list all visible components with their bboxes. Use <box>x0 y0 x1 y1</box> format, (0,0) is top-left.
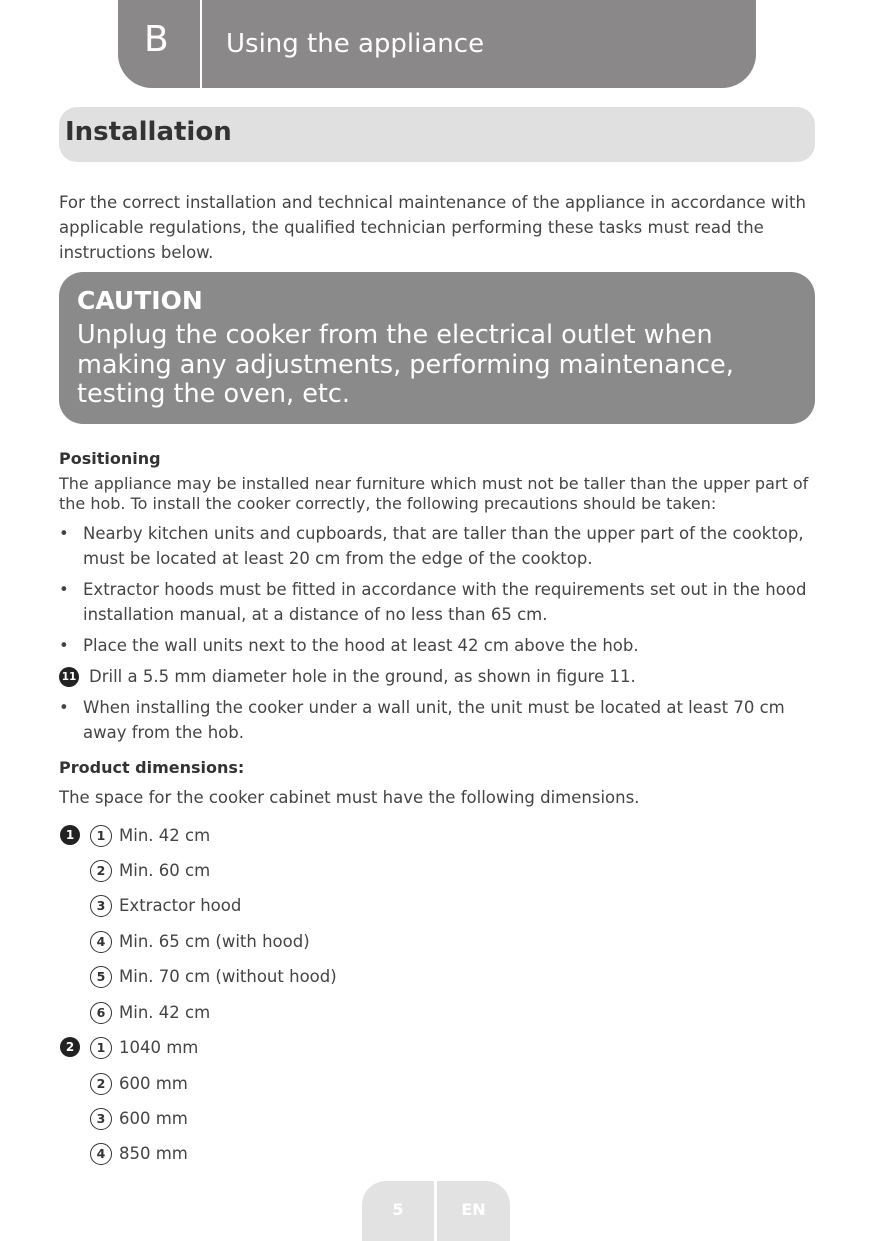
number-circle: 2 <box>90 860 112 882</box>
caution-text: Unplug the cooker from the electrical outlet when making any adjustments, performing maintenance, testing the oven, etc. <box>77 320 734 409</box>
page-number-tab <box>362 1181 434 1241</box>
list-item-text: When installing the cooker under a wall unit, the unit must be located at least 70 cm away from the hob. <box>83 698 785 742</box>
dimension-text: 600 mm <box>119 1074 188 1093</box>
caution-box <box>59 272 815 424</box>
number-circle: 4 <box>90 931 112 953</box>
dimension-text: 600 mm <box>119 1109 188 1128</box>
dimensions-intro: The space for the cooker cabinet must have the following dimensions. <box>59 788 640 807</box>
number-circle: 1 <box>90 825 112 847</box>
positioning-heading: Positioning <box>59 449 161 468</box>
list-item-text: Extractor hoods must be fitted in accordance with the requirements set out in the hood installation manual, at a distance of no less than 65 cm. <box>83 580 807 624</box>
list-item <box>59 695 817 745</box>
drill-text: Drill a 5.5 mm diameter hole in the ground, as shown in figure 11. <box>89 667 636 686</box>
chapter-divider <box>200 0 202 88</box>
section-title: Installation <box>65 117 232 147</box>
bullet-icon: • <box>59 580 69 599</box>
list-item <box>59 577 817 627</box>
page-number: 5 <box>392 1200 404 1219</box>
number-circle: 3 <box>90 895 112 917</box>
number-circle: 1 <box>90 1037 112 1059</box>
bullet-icon: • <box>59 698 69 717</box>
intro-paragraph: For the correct installation and technical maintenance of the appliance in accordance with applicable regulations, the qualified technician performing these tasks must read the instructions below. <box>59 193 806 262</box>
number-circle: 2 <box>90 1073 112 1095</box>
list-item-text: Place the wall units next to the hood at least 42 cm above the hob. <box>83 636 639 655</box>
number-circle: 6 <box>90 1002 112 1024</box>
dimension-text: Min. 65 cm (with hood) <box>119 932 310 951</box>
section-header <box>59 107 815 162</box>
number-circle: 5 <box>90 966 112 988</box>
figure-1-badge: 1 <box>60 825 80 845</box>
language-tab <box>437 1181 510 1241</box>
dimensions-heading: Product dimensions: <box>59 758 245 777</box>
dimension-text: Min. 42 cm <box>119 1003 211 1022</box>
chapter-tab <box>118 0 756 88</box>
positioning-paragraph: The appliance may be installed near furniture which must not be taller than the upper part of the hob. To install the cooker correctly, the following precautions should be taken: <box>59 474 809 513</box>
list-item-text: Nearby kitchen units and cupboards, that are taller than the upper part of the cooktop, must be located at least 20 cm from the edge of the cooktop. <box>83 524 804 568</box>
dimension-text: 850 mm <box>119 1144 188 1163</box>
dimension-text: 1040 mm <box>119 1038 199 1057</box>
figure-2-badge: 2 <box>60 1037 80 1057</box>
dimension-text: Extractor hood <box>119 896 242 915</box>
dimension-text: Min. 70 cm (without hood) <box>119 967 337 986</box>
bullet-icon: • <box>59 524 69 543</box>
chapter-title: Using the appliance <box>226 29 485 59</box>
chapter-letter: B <box>144 19 169 60</box>
number-circle: 3 <box>90 1108 112 1130</box>
dimension-text: Min. 60 cm <box>119 861 211 880</box>
list-item <box>59 521 817 571</box>
figure-11-badge: 11 <box>59 667 79 687</box>
language-code: EN <box>461 1200 486 1219</box>
dimension-text: Min. 42 cm <box>119 826 211 845</box>
list-item <box>59 633 817 658</box>
caution-title: CAUTION <box>77 286 203 315</box>
bullet-icon: • <box>59 636 69 655</box>
number-circle: 4 <box>90 1143 112 1165</box>
